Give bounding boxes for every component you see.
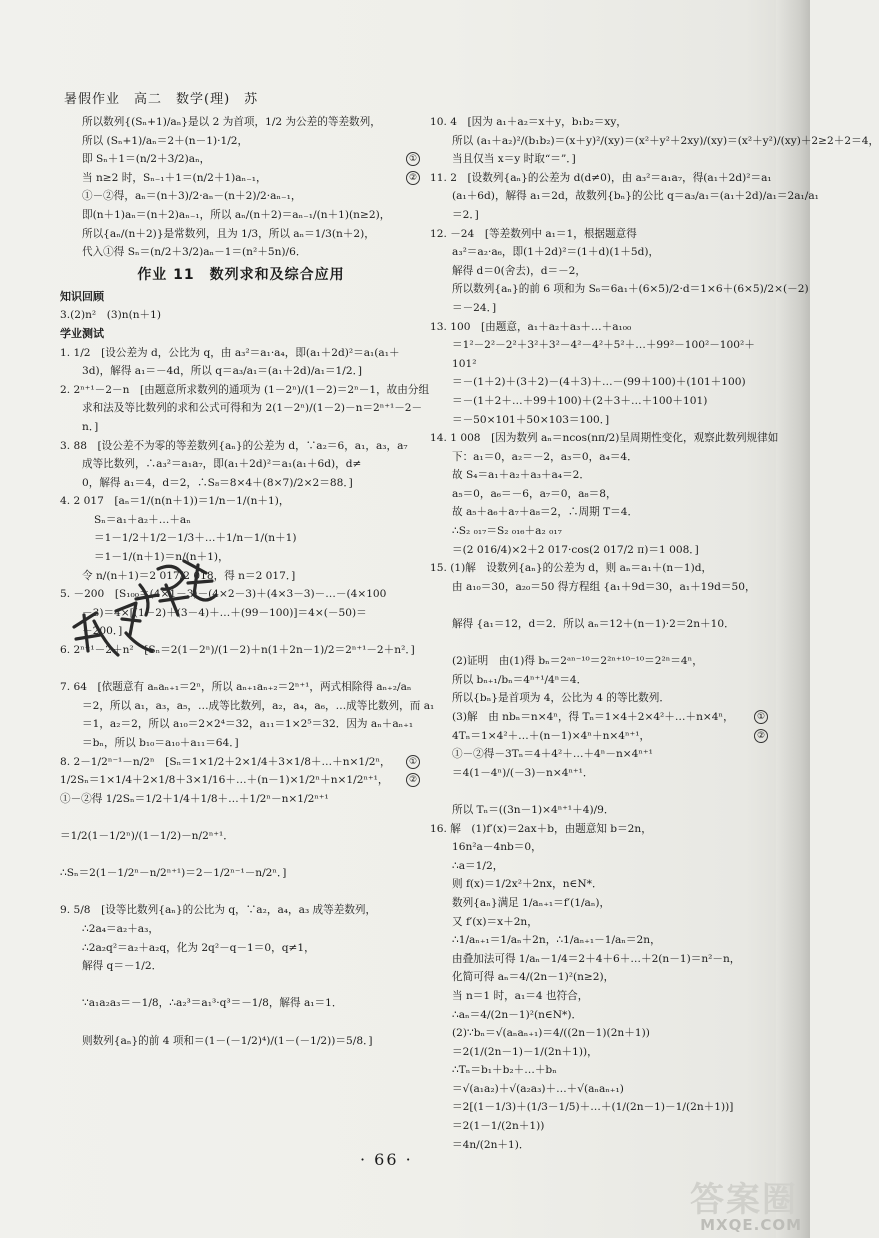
text-line <box>60 678 422 697</box>
line-text: ＝2．] <box>452 208 479 221</box>
line-text: ＝－(1＋2＋…＋99＋100)＋(2＋3＋…＋100＋101) <box>452 394 708 407</box>
line-text: 所以 Tₙ＝((3n－1)×4ⁿ⁺¹＋4)/9． <box>452 803 615 816</box>
line-text: 即(n＋1)aₙ＝(n＋2)aₙ₋₁，所以 aₙ/(n＋2)＝aₙ₋₁/(n＋1)(n≥2)， <box>82 208 391 221</box>
line-text: 所以 (a₁＋a₂)²/(b₁b₂)＝(x＋y)²/(xy)＝(x²＋y²＋2xy)/(xy)＝(x²＋y²)/(xy)＋2≥2＋2＝4， <box>452 134 879 147</box>
line-text: 作业 11 数列求和及综合应用 <box>137 266 345 283</box>
text-line <box>430 503 770 522</box>
watermark-site: MXQE.COM <box>700 1216 802 1234</box>
line-text: ∵a₁a₂a₃＝－1/8，∴a₂³＝a₁³·q³＝－1/8，解得 a₁＝1． <box>82 997 343 1010</box>
line-text: 故 S₄＝a₁＋a₂＋a₃＋a₄＝2． <box>452 469 591 482</box>
text-line <box>430 411 770 430</box>
text-line <box>430 652 770 671</box>
text-line <box>60 132 422 151</box>
line-text: 4. 2 017 [aₙ＝1/(n(n＋1))＝1/n－1/(n＋1)， <box>60 495 290 508</box>
line-text: 所以数列{(Sₙ+1)/aₙ}是以 2 为首项，1/2 为公差的等差数列， <box>82 116 381 128</box>
line-text: 16. 解 (1)f′(x)＝2ax＋b，由题意知 b＝2n， <box>430 822 652 835</box>
text-line <box>60 753 422 772</box>
watermark <box>660 1170 810 1238</box>
line-text: ∴1/aₙ₊₁＝1/aₙ＋2n，∴1/aₙ₊₁－1/aₙ＝2n， <box>452 934 661 947</box>
line-text: ＝1－1/(n＋1)＝n/(n＋1)， <box>94 551 229 564</box>
line-text: 当且仅当 x＝y 时取“＝”．] <box>452 153 576 166</box>
equation-marker: ① <box>406 755 420 769</box>
line-text: 2. 2ⁿ⁺¹－2－n [由题意所求数列的通项为 (1－2ⁿ)/(1－2)＝2ⁿ－1，故由分组 <box>60 383 430 396</box>
section-heading <box>60 262 422 288</box>
text-line <box>430 132 879 151</box>
line-text: n．] <box>82 420 99 433</box>
line-text: 0，解得 a₁＝4，d＝2，∴S₈＝8×4＋(8×7)/2×2＝88．] <box>82 476 353 489</box>
text-line <box>60 492 422 511</box>
line-text: 又 f′(x)＝x＋2n， <box>452 915 538 928</box>
text-line <box>430 1080 770 1099</box>
text-line <box>430 113 770 132</box>
line-text: 知识回顾 <box>60 289 104 303</box>
text-line <box>430 1006 770 1025</box>
text-line <box>60 437 422 456</box>
text-line <box>60 920 422 939</box>
line-text: －3)＝4×[(1－2)＋(3－4)＋…＋(99－100)]＝4×(－50)＝ <box>82 606 367 619</box>
text-line <box>430 429 779 448</box>
text-line <box>430 764 770 783</box>
line-text: ＝－(1＋2)＋(3＋2)－(4＋3)＋…－(99＋100)＋(101＋100) <box>452 376 746 389</box>
text-line <box>430 355 770 374</box>
text-line <box>430 727 770 746</box>
line-text: 1/2Sₙ＝1×1/4＋2×1/8＋3×1/16＋…＋(n－1)×1/2ⁿ＋n×1/2ⁿ⁺¹， <box>60 774 389 787</box>
line-text: ∴Sₙ＝2(1－1/2ⁿ－n/2ⁿ⁺¹)＝2－1/2ⁿ⁻¹－n/2ⁿ．] <box>60 867 287 880</box>
line-text: 所以 (Sₙ+1)/aₙ＝2＋(n－1)·1/2， <box>82 134 249 147</box>
text-line <box>60 976 422 995</box>
text-line <box>60 399 422 418</box>
text-line <box>430 1024 770 1043</box>
text-line <box>430 169 770 188</box>
line-text: ∴Tₙ＝b₁＋b₂＋…＋bₙ <box>452 1064 557 1077</box>
line-text: ∴2a₂q²＝a₂＋a₂q，化为 2q²－q－1＝0，q≠1， <box>82 941 315 954</box>
line-text: 3.(2)n² (3)n(n＋1) <box>60 309 162 322</box>
line-text: －200．] <box>82 625 123 638</box>
text-line <box>430 1136 770 1155</box>
line-text: 解得 d＝0(舍去)，d＝－2， <box>452 264 587 277</box>
text-line <box>430 448 770 467</box>
line-text: 即 Sₙ＋1＝(n/2＋3/2)aₙ， <box>82 153 211 166</box>
text-line <box>430 206 770 225</box>
text-line <box>430 150 770 169</box>
line-text: ∴aₙ＝4/(2n－1)²(n∈N*)． <box>452 1008 583 1021</box>
text-line <box>430 559 770 578</box>
equation-marker: ② <box>406 773 420 787</box>
line-text: 8. 2－1/2ⁿ⁻¹－n/2ⁿ [Sₙ＝1×1/2＋2×1/4＋3×1/8＋…＋n×1/2ⁿ， <box>60 755 391 768</box>
text-line <box>430 894 770 913</box>
line-text: ＝2(1－1/(2n＋1)) <box>452 1120 545 1133</box>
line-text: 数列{aₙ}满足 1/aₙ₊₁＝f′(1/aₙ)， <box>452 896 611 909</box>
line-text: ∴a＝1/2， <box>452 859 504 872</box>
line-text: 下：a₁＝0，a₂＝－2，a₃＝0，a₄＝4． <box>452 450 638 463</box>
text-line <box>60 939 422 958</box>
line-text: ①－②得 1/2Sₙ＝1/2＋1/4＋1/8＋…＋1/2ⁿ－n×1/2ⁿ⁺¹ <box>60 792 329 805</box>
line-text: 解得 {a₁＝12，d＝2．所以 aₙ＝12＋(n－1)·2＝2n＋10． <box>452 618 735 631</box>
line-text: ①－②得－3Tₙ＝4＋4²＋…＋4ⁿ－n×4ⁿ⁺¹ <box>452 748 653 761</box>
line-text: 1. 1/2 [设公差为 d，公比为 q，由 a₃²＝a₁·a₄，即(a₁＋2d)²＝a₁(a₁＋ <box>60 346 400 359</box>
line-text: 101² <box>452 357 477 370</box>
text-line <box>430 987 770 1006</box>
text-line <box>430 522 770 541</box>
text-line <box>60 1032 422 1051</box>
line-text: 11. 2 [设数列{aₙ}的公差为 d(d≠0)，由 a₃²＝a₁a₇，得(a₁＋2d)²＝a₁ <box>430 171 772 184</box>
line-text: 所以{aₙ/(n＋2)}是常数列，且为 1/3，所以 aₙ＝1/3(n＋2)， <box>82 227 375 240</box>
text-line <box>60 529 422 548</box>
page-edge-shadow <box>776 0 810 1238</box>
text-line <box>60 827 422 846</box>
line-text: 解得 q＝－1/2． <box>82 960 163 973</box>
text-line <box>60 187 422 206</box>
line-text: ＝2[(1－1/3)＋(1/3－1/5)＋…＋(1/(2n－1)－1/(2n＋1))] <box>452 1101 734 1114</box>
line-text: ＝4n/(2n＋1)． <box>452 1138 530 1151</box>
text-line <box>430 615 770 634</box>
text-line <box>430 782 770 801</box>
text-line <box>430 820 770 839</box>
text-line <box>60 901 422 920</box>
page-number: · 66 · <box>360 1150 413 1169</box>
text-line <box>60 734 422 753</box>
text-line <box>60 994 422 1013</box>
line-text: ＝－24．] <box>452 301 497 314</box>
text-line <box>430 225 770 244</box>
text-line <box>430 968 770 987</box>
line-text: ＝1，a₂＝2，所以 a₁₀＝2×2⁴＝32，a₁₁＝1×2⁵＝32．因为 aₙ＋aₙ₊₁ <box>82 718 414 731</box>
line-text: ＝2(1/(2n－1)－1/(2n＋1))， <box>452 1045 598 1058</box>
text-line <box>430 875 770 894</box>
line-text: ＝－50×101＋50×103＝100．] <box>452 413 610 426</box>
text-line <box>430 838 770 857</box>
line-text: 令 n/(n＋1)＝2 017/2 018，得 n＝2 017．] <box>82 569 296 582</box>
text-line <box>430 689 770 708</box>
text-line <box>60 243 422 262</box>
line-text: ＝1－1/2＋1/2－1/3＋…＋1/n－1/(n＋1) <box>94 532 297 545</box>
text-line <box>60 362 422 381</box>
line-text: ∴2a₄＝a₂＋a₃， <box>82 922 159 935</box>
text-line <box>430 671 770 690</box>
text-line <box>60 697 435 716</box>
line-text: 则 f(x)＝1/2x²＋2nx，n∈N*． <box>452 878 603 891</box>
text-line <box>430 280 809 299</box>
subsection-heading <box>60 325 422 344</box>
text-line <box>60 113 422 132</box>
text-line <box>60 864 422 883</box>
line-text: ＝bₙ，所以 b₁₀＝a₁₀＋a₁₁＝64．] <box>82 737 239 749</box>
line-text: a₃²＝a₂·a₆，即(1＋2d)²＝(1＋d)(1＋5d)， <box>452 246 660 259</box>
subsection-heading <box>60 288 422 307</box>
text-line <box>60 808 422 827</box>
right-column <box>430 113 879 1154</box>
line-text: 3d)，解得 a₁＝－4d，所以 q＝a₃/a₁＝(a₁＋2d)/a₁＝1/2．] <box>82 365 363 378</box>
text-line <box>430 1061 770 1080</box>
line-text: 成等比数列，∴a₃²＝a₁a₇，即(a₁＋2d)²＝a₁(a₁＋6d)，d≠ <box>82 458 362 471</box>
text-line <box>430 745 770 764</box>
text-line <box>430 187 819 206</box>
text-line <box>60 771 422 790</box>
text-line <box>60 455 422 474</box>
text-line <box>430 857 770 876</box>
text-line <box>430 931 770 950</box>
equation-marker: ② <box>406 171 420 185</box>
line-text: 所以{bₙ}是首项为 4，公比为 4 的等比数列． <box>452 692 670 705</box>
text-line <box>60 225 422 244</box>
text-line <box>60 1013 422 1032</box>
line-text: 3. 88 [设公差不为零的等差数列{aₙ}的公差为 d，∵a₂＝6，a₁，a₃，a₇ <box>60 439 408 452</box>
line-text: 13. 100 [由题意，a₁＋a₂＋a₃＋…＋a₁₀₀ <box>430 320 632 333</box>
text-line <box>60 381 430 400</box>
page-header: 暑假作业 高二 数学(理) 苏 <box>64 92 259 107</box>
text-line <box>60 790 422 809</box>
text-line <box>430 1043 770 1062</box>
line-text: 当 n≥2 时，Sₙ₋₁＋1＝(n/2＋1)aₙ₋₁， <box>82 171 267 184</box>
line-text: 4Tₙ＝1×4²＋…＋(n－1)×4ⁿ＋n×4ⁿ⁺¹， <box>452 729 651 742</box>
text-line <box>430 708 770 727</box>
text-line <box>430 373 770 392</box>
text-line <box>430 1117 770 1136</box>
line-text: ＝1/2(1－1/2ⁿ)/(1－1/2)－n/2ⁿ⁺¹． <box>60 829 234 842</box>
text-line <box>430 801 770 820</box>
line-text: 14. 1 008 [因为数列 aₙ＝ncos(nπ/2)呈周期性变化，观察此数列规律如 <box>430 432 779 445</box>
text-line <box>60 206 422 225</box>
line-text: 16n²a－4nb＝0， <box>452 841 542 854</box>
text-line <box>430 913 770 932</box>
watermark-logo: 答案圈 <box>690 1180 798 1220</box>
line-text: 5. －200 [S₁₀₀＝(4×1－3)－(4×2－3)＋(4×3－3)－…－(4×100 <box>60 588 387 601</box>
line-text: 6. 2ⁿ⁺¹－2＋n² [Sₙ＝2(1－2ⁿ)/(1－2)＋n(1＋2n－1)/2＝2ⁿ⁺¹－2＋n²．] <box>60 644 415 657</box>
line-text: ＝(2 016/4)×2＋2 017·cos(2 017/2 π)＝1 008．] <box>452 543 699 556</box>
line-text: (3)解 由 nbₙ＝n×4ⁿ，得 Tₙ＝1×4＋2×4²＋…＋n×4ⁿ， <box>452 711 734 723</box>
text-line <box>430 1098 770 1117</box>
line-text: 12. －24 [等差数列中 a₁＝1，根据题意得 <box>430 227 637 240</box>
text-line <box>430 243 770 262</box>
text-line <box>430 466 770 485</box>
text-line <box>60 846 422 865</box>
line-text: 所以 bₙ₊₁/bₙ＝4ⁿ⁺¹/4ⁿ＝4． <box>452 673 588 686</box>
equation-marker: ② <box>754 729 768 743</box>
text-line <box>430 318 770 337</box>
text-line <box>60 344 422 363</box>
text-line <box>60 957 422 976</box>
text-line <box>60 511 422 530</box>
line-text: 由 a₁₀＝30，a₂₀＝50 得方程组 {a₁＋9d＝30，a₁＋19d＝50， <box>452 580 756 593</box>
text-line <box>60 169 422 188</box>
line-text: 7. 64 [依题意有 aₙaₙ₊₁＝2ⁿ，所以 aₙ₊₁aₙ₊₂＝2ⁿ⁺¹，两式相除得 aₙ₊₂/aₙ <box>60 681 412 694</box>
text-line <box>430 950 770 969</box>
line-text: 求和法及等比数列的求和公式可得和为 2(1－2ⁿ)/(1－2)－n＝2ⁿ⁺¹－2－ <box>82 402 423 415</box>
line-text: 故 a₅＋a₆＋a₇＋a₈＝2，∴周期 T＝4． <box>452 506 639 519</box>
text-line <box>430 485 770 504</box>
line-text: 所以数列{aₙ}的前 6 项和为 S₆＝6a₁＋(6×5)/2·d＝1×6＋(6×5)/2×(－2) <box>452 283 809 296</box>
text-line <box>430 578 770 597</box>
line-text: (2)∵bₙ＝√(aₙaₙ₊₁)＝4/((2n－1)(2n＋1)) <box>452 1027 650 1040</box>
line-text: ∴S₂ ₀₁₇＝S₂ ₀₁₆＋a₂ ₀₁₇ <box>452 525 562 538</box>
line-text: 当 n＝1 时，a₁＝4 也符合， <box>452 989 589 1002</box>
line-text: ＝4(1－4ⁿ)/(－3)－n×4ⁿ⁺¹． <box>452 766 594 779</box>
equation-marker: ① <box>754 710 768 724</box>
line-text: Sₙ＝a₁＋a₂＋…＋aₙ <box>94 513 191 526</box>
text-line <box>430 299 770 318</box>
text-line <box>430 634 770 653</box>
line-text: 则数列{aₙ}的前 4 项和＝(1－(－1/2)⁴)/(1－(－1/2))＝5/8．] <box>82 1034 373 1047</box>
line-text: ＝√(a₁a₂)＋√(a₂a₃)＋…＋√(aₙaₙ₊₁) <box>452 1082 624 1095</box>
line-text: 化简可得 aₙ＝4/(2n－1)²(n≥2)， <box>452 971 615 984</box>
line-text: (2)证明 由(1)得 bₙ＝2ᵃⁿ⁻¹⁰＝2²ⁿ⁺¹⁰⁻¹⁰＝2²ⁿ＝4ⁿ， <box>452 655 703 668</box>
equation-marker: ① <box>406 152 420 166</box>
text-line <box>60 883 422 902</box>
line-text: 由叠加法可得 1/aₙ－1/4＝2＋4＋6＋…＋2(n－1)＝n²－n， <box>452 952 741 965</box>
handwritten-scribble <box>66 555 236 675</box>
line-text: 15. (1)解 设数列{aₙ}的公差为 d，则 aₙ＝a₁＋(n－1)d， <box>430 562 713 575</box>
text-line <box>430 392 770 411</box>
line-text: 10. 4 [因为 a₁＋a₂＝x＋y，b₁b₂＝xy， <box>430 116 627 128</box>
text-line <box>60 306 422 325</box>
line-text: 学业测试 <box>60 326 104 340</box>
line-text: 9. 5/8 [设等比数列{aₙ}的公比为 q，∵a₂，a₄，a₃ 成等差数列， <box>60 904 377 917</box>
line-text: ①－②得，aₙ＝(n＋3)/2·aₙ－(n＋2)/2·aₙ₋₁， <box>82 190 302 203</box>
text-line <box>60 474 422 493</box>
text-line <box>430 262 770 281</box>
text-line <box>430 596 770 615</box>
line-text: ＝1²－2²－2²＋3²＋3²－4²－4²＋5²＋…＋99²－100²－100²＋ <box>452 339 755 352</box>
text-line <box>60 418 422 437</box>
line-text: 代入①得 Sₙ＝(n/2＋3/2)aₙ－1＝(n²＋5n)/6． <box>82 246 307 259</box>
line-text: a₅＝0，a₆＝－6，a₇＝0，a₈＝8， <box>452 487 617 500</box>
text-line <box>430 541 770 560</box>
text-line <box>430 336 770 355</box>
text-line <box>60 715 422 734</box>
line-text: (a₁＋6d)，解得 a₁＝2d，故数列{bₙ}的公比 q＝a₃/a₁＝(a₁＋2d)/a₁＝2a₁/a₁ <box>452 190 819 203</box>
line-text: ＝2，所以 a₁，a₃，a₅，…成等比数列，a₂，a₄，a₆，…成等比数列，而 a₁ <box>82 699 435 712</box>
text-line <box>60 150 422 169</box>
